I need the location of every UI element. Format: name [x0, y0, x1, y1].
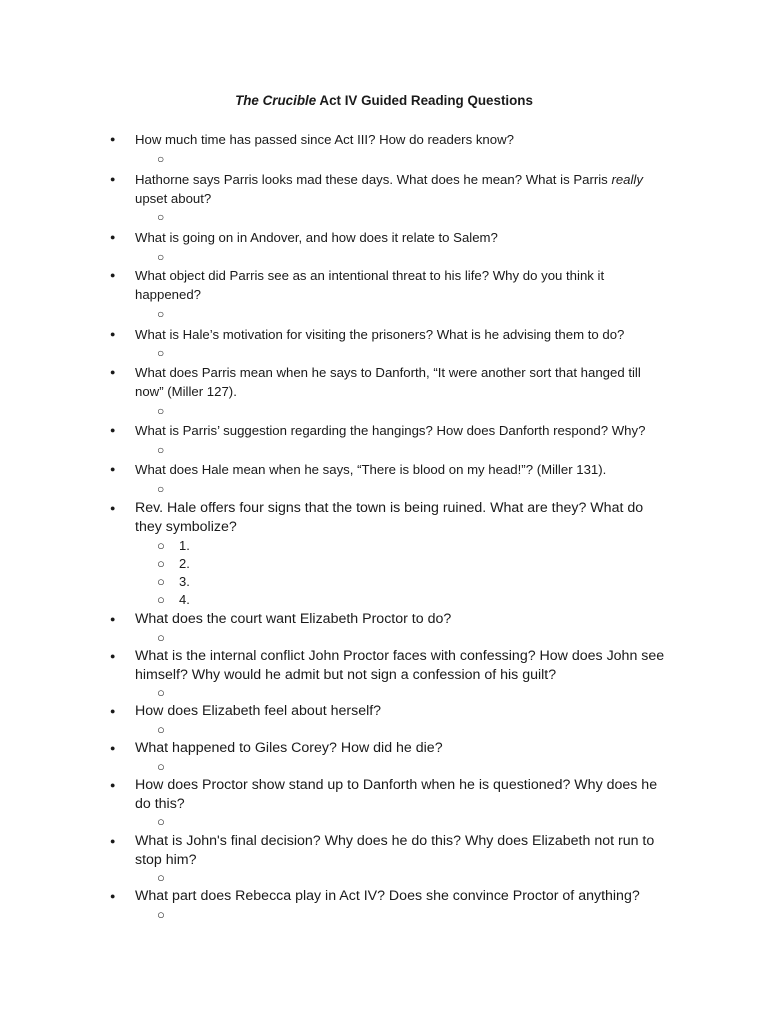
circle-bullet-icon: ○ [157, 250, 165, 264]
question-text: What happened to Giles Corey? How did he die? [135, 740, 443, 756]
bullet-icon: ● [110, 836, 116, 846]
answer-label: 4. [179, 592, 190, 607]
bullet-icon: ● [110, 651, 116, 661]
answer-slot [157, 305, 179, 323]
question-item [110, 887, 670, 906]
answer-label: 1. [179, 538, 190, 553]
bullet-icon: ● [110, 614, 116, 624]
answer-slot [157, 555, 190, 573]
circle-bullet-icon: ○ [157, 538, 165, 553]
question-text [135, 170, 670, 208]
question-item [110, 325, 670, 344]
question-item [110, 832, 670, 869]
question-text: What object did Parris see as an intentional threat to his life? Why do you think it happened? [135, 268, 605, 302]
question-text-emphasis: really [611, 172, 643, 187]
answer-slot [157, 684, 179, 702]
question-text-part: Hathorne says Parris looks mad these days. What does he mean? What is Parris [135, 172, 612, 187]
circle-bullet-icon: ○ [157, 685, 165, 700]
answer-slot [157, 869, 179, 887]
question-item [110, 460, 670, 479]
question-text: Rev. Hale offers four signs that the town is being ruined. What are they? What do they symbolize? [135, 500, 644, 535]
question-text: What part does Rebecca play in Act IV? Does she convince Proctor of anything? [135, 888, 640, 904]
bullet-icon: ● [110, 425, 116, 435]
answer-slot [157, 813, 179, 831]
circle-bullet-icon: ○ [157, 152, 165, 166]
circle-bullet-icon: ○ [157, 443, 165, 457]
question-item [110, 421, 670, 440]
bullet-icon: ● [110, 503, 116, 513]
answer-slot [157, 758, 179, 776]
circle-bullet-icon: ○ [157, 346, 165, 360]
question-text: What does Hale mean when he says, “There is blood on my head!”? (Miller 131). [135, 462, 607, 477]
question-item [110, 739, 670, 758]
question-text-part: upset about? [135, 191, 212, 206]
answer-slot [157, 573, 190, 591]
circle-bullet-icon: ○ [157, 482, 165, 496]
page-title [0, 93, 768, 108]
question-item [110, 647, 670, 684]
answer-slot [157, 344, 179, 362]
bullet-icon: ● [110, 367, 116, 377]
answer-slot [157, 629, 179, 647]
question-item [110, 702, 670, 721]
answer-slot [157, 248, 179, 266]
question-item [110, 266, 670, 304]
question-text: How does Proctor show stand up to Danforth when he is questioned? Why does he do this? [135, 777, 658, 812]
question-item [110, 363, 670, 401]
circle-bullet-icon: ○ [157, 870, 165, 885]
title-italic: The Crucible [235, 93, 317, 108]
answer-slot [157, 441, 179, 459]
question-item [110, 130, 670, 149]
answer-slot [157, 402, 179, 420]
question-text: What does the court want Elizabeth Proctor to do? [135, 611, 452, 627]
question-text: What does Parris mean when he says to Danforth, “It were another sort that hanged till now” (Miller 127). [135, 365, 641, 399]
question-text: How does Elizabeth feel about herself? [135, 703, 382, 719]
question-item [110, 610, 670, 629]
question-text: How much time has passed since Act III? How do readers know? [135, 132, 514, 147]
title-rest: Act IV Guided Reading Questions [316, 93, 533, 108]
bullet-icon: ● [110, 174, 116, 184]
question-item [110, 170, 670, 208]
circle-bullet-icon: ○ [157, 307, 165, 321]
answer-slot [157, 208, 179, 226]
answer-slot [157, 591, 190, 609]
answer-label: 3. [179, 574, 190, 589]
circle-bullet-icon: ○ [157, 814, 165, 829]
bullet-icon: ● [110, 464, 116, 474]
bullet-icon: ● [110, 743, 116, 753]
question-text: What is Hale’s motivation for visiting the prisoners? What is he advising them to do? [135, 327, 625, 342]
bullet-icon: ● [110, 270, 116, 280]
question-text: What is going on in Andover, and how does it relate to Salem? [135, 230, 498, 245]
circle-bullet-icon: ○ [157, 574, 165, 589]
answer-slot [157, 721, 179, 739]
bullet-icon: ● [110, 891, 116, 901]
bullet-icon: ● [110, 329, 116, 339]
circle-bullet-icon: ○ [157, 592, 165, 607]
question-item [110, 776, 670, 813]
answer-label: 2. [179, 556, 190, 571]
answer-slot [157, 480, 179, 498]
circle-bullet-icon: ○ [157, 404, 165, 418]
bullet-icon: ● [110, 780, 116, 790]
question-item [110, 228, 670, 247]
bullet-icon: ● [110, 134, 116, 144]
question-text: What is John's final decision? Why does he do this? Why does Elizabeth not run to stop him? [135, 833, 655, 868]
circle-bullet-icon: ○ [157, 759, 165, 774]
answer-slot [157, 906, 179, 924]
circle-bullet-icon: ○ [157, 630, 165, 645]
circle-bullet-icon: ○ [157, 907, 165, 922]
question-item [110, 499, 670, 536]
answer-slot [157, 150, 179, 168]
question-text: What is the internal conflict John Proctor faces with confessing? How does John see himself? Why would he admit but not sign a confession of his guilt? [135, 648, 665, 683]
circle-bullet-icon: ○ [157, 556, 165, 571]
circle-bullet-icon: ○ [157, 210, 165, 224]
bullet-icon: ● [110, 232, 116, 242]
bullet-icon: ● [110, 706, 116, 716]
circle-bullet-icon: ○ [157, 722, 165, 737]
question-text: What is Parris’ suggestion regarding the hangings? How does Danforth respond? Why? [135, 423, 646, 438]
answer-slot [157, 537, 190, 555]
